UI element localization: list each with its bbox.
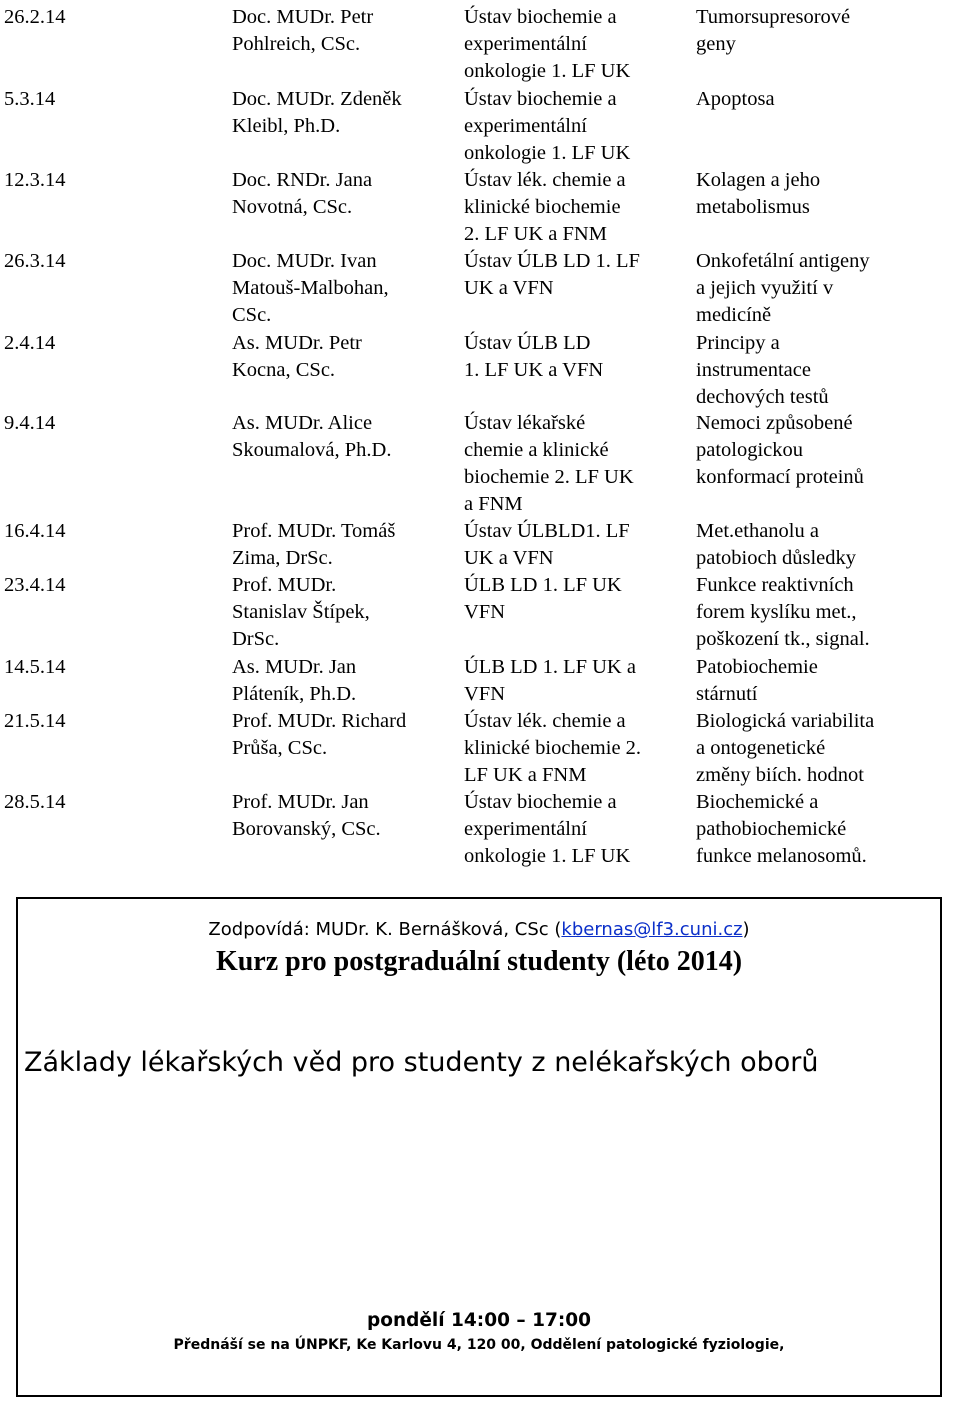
contact-email-link[interactable]: kbernas@lf3.cuni.cz	[561, 919, 743, 940]
lecture-topic: Kolagen a jeho metabolismus	[696, 169, 821, 218]
lecture-topic: Apoptosa	[696, 88, 775, 110]
institute-name: Ústav biochemie a experimentální onkologie 1. LF UK	[464, 6, 631, 82]
institute-name: Ústav ÚLBLD1. LF UK a VFN	[464, 520, 630, 569]
contact-line	[18, 918, 940, 942]
lecture-topic: Tumorsupresorové geny	[696, 6, 851, 55]
lecture-topic: Biochemické a pathobiochemické funkce melanosomů.	[696, 791, 867, 867]
institute-name: Ústav biochemie a experimentální onkologie 1. LF UK	[464, 88, 631, 164]
lecturer-name: Doc. RNDr. Jana Novotná, CSc.	[232, 169, 373, 218]
lecture-date: 26.2.14	[4, 6, 66, 28]
institute-name: Ústav lék. chemie a klinické biochemie 2. LF UK a FNM	[464, 710, 642, 786]
lecture-topic: Principy a instrumentace dechových testů	[696, 332, 829, 408]
lecturer-name: Doc. MUDr. Ivan Matouš-Malbohan, CSc.	[232, 250, 389, 326]
course-venue: Přednáší se na ÚNPKF, Ke Karlovu 4, 120 00, Oddělení patologické fyziologie,	[173, 1337, 785, 1353]
course-subtitle: Základy lékařských věd pro studenty z nelékařských oborů	[24, 1047, 819, 1078]
lecturer-name: Prof. MUDr. Jan Borovanský, CSc.	[232, 791, 381, 840]
lecturer-name: As. MUDr. Alice Skoumalová, Ph.D.	[232, 412, 392, 461]
lecture-date: 23.4.14	[4, 574, 66, 596]
lecture-date: 5.3.14	[4, 88, 56, 110]
lecture-date: 2.4.14	[4, 332, 56, 354]
institute-name: Ústav ÚLB LD 1. LF UK a VFN	[464, 250, 640, 299]
lecturer-name: Doc. MUDr. Petr Pohlreich, CSc.	[232, 6, 374, 55]
contact-suffix: )	[742, 919, 750, 940]
lecture-date: 21.5.14	[4, 710, 66, 732]
lecture-topic: Patobiochemie stárnutí	[696, 656, 818, 705]
contact-prefix: Zodpovídá: MUDr. K. Bernášková, CSc (	[208, 919, 562, 940]
lecturer-name: As. MUDr. Petr Kocna, CSc.	[232, 332, 362, 381]
lecturer-name: As. MUDr. Jan Pláteník, Ph.D.	[232, 656, 357, 705]
institute-name: ÚLB LD 1. LF UK a VFN	[464, 656, 636, 705]
lecture-topic: Nemoci způsobené patologickou konformací proteinů	[696, 412, 864, 488]
course-title: Kurz pro postgraduální studenty (léto 2014)	[215, 946, 743, 977]
lecture-topic: Onkofetální antigeny a jejich využití v medicíně	[696, 250, 870, 326]
lecturer-name: Prof. MUDr. Richard Průša, CSc.	[232, 710, 407, 759]
lecture-date: 26.3.14	[4, 250, 66, 272]
institute-name: Ústav biochemie a experimentální onkologie 1. LF UK	[464, 791, 631, 867]
lecture-topic: Met.ethanolu a patobioch důsledky	[696, 520, 856, 569]
institute-name: ÚLB LD 1. LF UK VFN	[464, 574, 622, 623]
lecture-topic: Biologická variabilita a ontogenetické změny biích. hodnot	[696, 710, 875, 786]
lecture-date: 9.4.14	[4, 412, 56, 434]
lecture-date: 16.4.14	[4, 520, 66, 542]
lecture-date: 28.5.14	[4, 791, 66, 813]
institute-name: Ústav lék. chemie a klinické biochemie 2. LF UK a FNM	[464, 169, 626, 245]
lecturer-name: Doc. MUDr. Zdeněk Kleibl, Ph.D.	[232, 88, 402, 137]
lecture-date: 12.3.14	[4, 169, 66, 191]
course-info-box	[16, 897, 942, 1397]
lecturer-name: Prof. MUDr. Tomáš Zima, DrSc.	[232, 520, 396, 569]
lecture-date: 14.5.14	[4, 656, 66, 678]
course-time: pondělí 14:00 – 17:00	[367, 1310, 591, 1331]
lecture-topic: Funkce reaktivních forem kyslíku met., poškození tk., signal.	[696, 574, 870, 650]
institute-name: Ústav lékařské chemie a klinické biochemie 2. LF UK a FNM	[464, 412, 634, 515]
lecturer-name: Prof. MUDr. Stanislav Štípek, DrSc.	[232, 574, 370, 650]
institute-name: Ústav ÚLB LD 1. LF UK a VFN	[464, 332, 604, 381]
